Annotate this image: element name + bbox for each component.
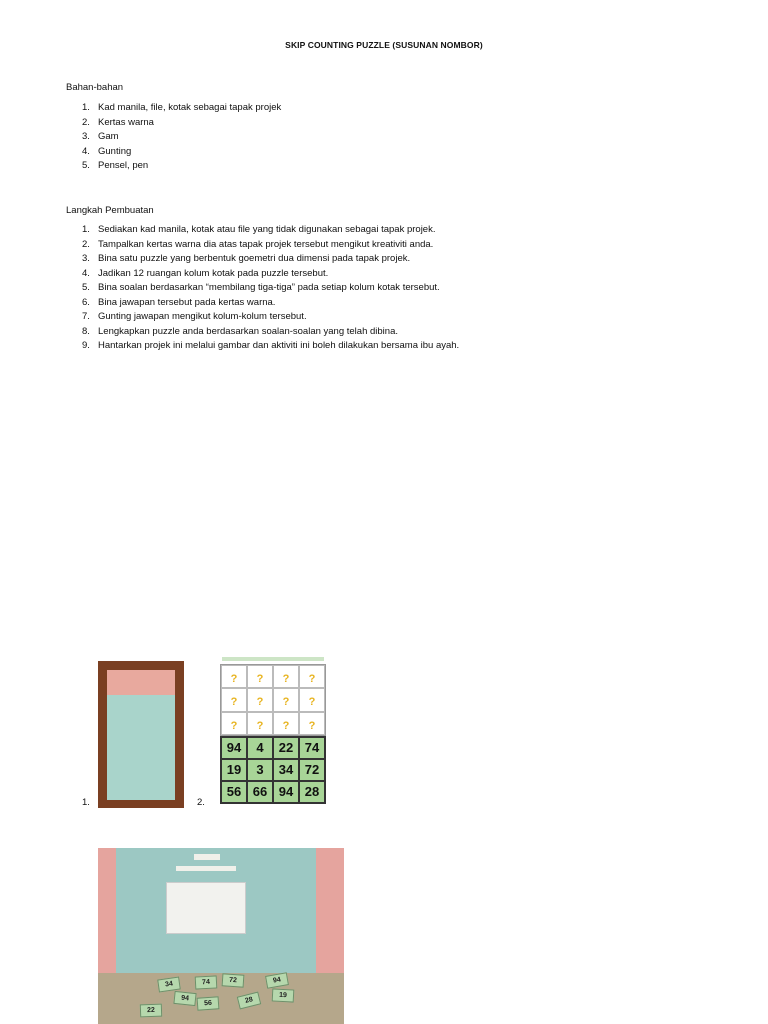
materials-heading: Bahan-bahan [66,82,124,93]
question-cell: ? [273,688,299,711]
list-item: 2. Kertas warna [82,116,154,128]
question-grid [220,664,326,736]
board-subtitle-label [176,866,236,871]
question-cell: ? [273,665,299,688]
question-cell: ? [299,665,325,688]
answer-tile: 34 [157,977,181,993]
question-cell: ? [247,688,273,711]
question-cell: ? [247,712,273,735]
answer-tile: 72 [222,973,245,988]
list-item: 6. Bina jawapan tersebut pada kertas warna. [82,296,276,308]
folder-base [107,670,175,800]
answer-cell: 56 [221,781,247,803]
list-item: 9. Hantarkan projek ini melalui gambar dan aktiviti ini boleh dilakukan bersama ibu ayah. [82,340,460,351]
answer-cell: 66 [247,781,273,803]
list-item: 3. Gam [82,131,119,142]
figure-1-number: 1. [82,797,90,808]
question-cell: ? [221,665,247,688]
question-cell: ? [299,688,325,711]
answer-cell: 19 [221,759,247,781]
list-item: 1. Kad manila, file, kotak sebagai tapak projek [82,102,282,113]
question-cell: ? [273,712,299,735]
answer-cell: 4 [247,737,273,759]
answer-grid [220,736,326,804]
project-photo [98,848,344,1024]
puzzle-sheet [218,648,328,808]
answer-cell: 94 [273,781,299,803]
list-item: 4. Jadikan 12 ruangan kolum kotak pada puzzle tersebut. [82,267,329,279]
answer-tile: 94 [265,972,289,989]
list-item: 4. Gunting [82,145,132,157]
folder-flap [107,670,175,695]
answer-tile: 22 [140,1004,162,1018]
question-cell: ? [299,712,325,735]
answer-tile: 74 [195,975,218,989]
list-item: 5. Pensel, pen [82,160,149,171]
answer-cell: 22 [273,737,299,759]
question-cell: ? [221,688,247,711]
answer-tile: 19 [272,988,295,1002]
answer-cell: 94 [221,737,247,759]
list-item: 2. Tampalkan kertas warna dia atas tapak projek tersebut mengikut kreativiti anda. [82,238,434,250]
materials-list [66,101,281,174]
figure-2-number: 2. [197,797,205,808]
page-title: SKIP COUNTING PUZZLE (SUSUNAN NOMBOR) [285,40,483,50]
board-pink-strip-right [316,848,344,973]
answer-cell: 72 [299,759,325,781]
answer-tile: 94 [173,991,196,1006]
answer-tile: 28 [237,992,261,1010]
list-item: 7. Gunting jawapan mengikut kolum-kolum tersebut. [82,311,307,322]
question-cell: ? [221,712,247,735]
answer-tile: 56 [197,996,220,1011]
board-pink-strip-left [98,848,116,973]
board-title-label [194,854,220,860]
list-item: 5. Bina soalan berdasarkan “membilang tiga-tiga” pada setiap kolum kotak tersebut. [82,282,440,293]
steps-list [66,223,459,354]
answer-cell: 34 [273,759,299,781]
steps-heading: Langkah Pembuatan [66,205,154,216]
list-item: 1. Sediakan kad manila, kotak atau file yang tidak digunakan sebagai tapak projek. [82,224,436,235]
list-item: 3. Bina satu puzzle yang berbentuk goemetri dua dimensi pada tapak projek. [82,253,411,264]
sheet-subtitle-band [222,657,324,661]
board-puzzle-paper [166,882,246,934]
answer-cell: 74 [299,737,325,759]
question-cell: ? [247,665,273,688]
list-item: 8. Lengkapkan puzzle anda berdasarkan soalan-soalan yang telah dibina. [82,325,398,337]
answer-cell: 3 [247,759,273,781]
folder-photo [98,661,184,808]
answer-cell: 28 [299,781,325,803]
